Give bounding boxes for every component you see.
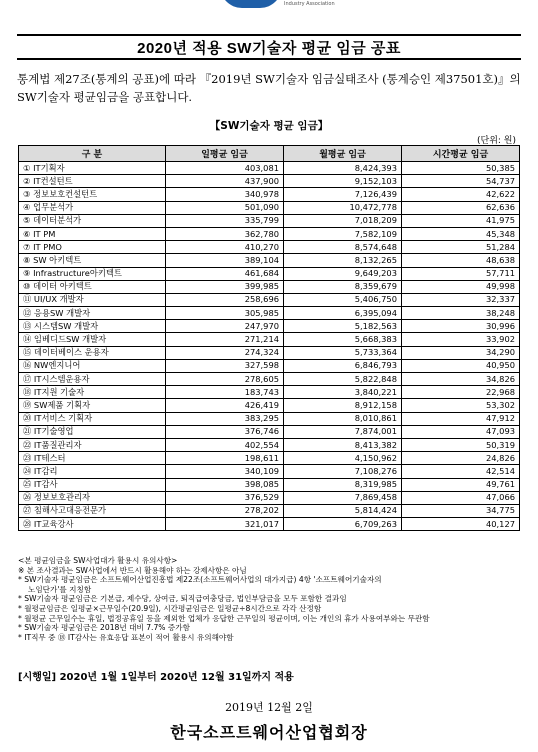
daily-wage-cell: 398,085 [166,478,284,491]
daily-wage-cell: 274,324 [166,346,284,359]
daily-wage-cell: 437,900 [166,175,284,188]
association-logo [220,0,282,8]
hourly-wage-cell: 45,348 [402,227,520,240]
table-row [19,254,520,267]
daily-wage-cell: 327,598 [166,359,284,372]
job-title-cell: ⑳ IT서비스 기획자 [19,412,166,425]
hourly-wage-cell: 49,761 [402,478,520,491]
daily-wage-cell: 340,978 [166,188,284,201]
table-row [19,241,520,254]
daily-wage-cell: 321,017 [166,518,284,531]
daily-wage-cell: 403,081 [166,162,284,175]
monthly-wage-cell: 5,182,563 [284,320,402,333]
monthly-wage-cell: 5,822,848 [284,373,402,386]
daily-wage-cell: 399,985 [166,280,284,293]
hourly-wage-cell: 40,950 [402,359,520,372]
table-row [19,333,520,346]
table-row [19,227,520,240]
daily-wage-cell: 426,419 [166,399,284,412]
daily-wage-cell: 247,970 [166,320,284,333]
table-caption: 【SW기술자 평균 임금】 [209,120,329,132]
hourly-wage-cell: 51,284 [402,241,520,254]
job-title-cell: ⑦ IT PMO [19,241,166,254]
monthly-wage-cell: 5,668,383 [284,333,402,346]
header-daily: 일평균 임금 [166,146,284,162]
monthly-wage-cell: 9,152,103 [284,175,402,188]
hourly-wage-cell: 47,066 [402,491,520,504]
job-title-cell: ① IT기획자 [19,162,166,175]
note-item: * SW기술자 평균임금은 소프트웨어산업진흥법 제22조(소프트웨어사업의 대가지급) 4항 '소프트웨어기술자의 [18,575,382,585]
job-title-cell: ⑧ SW 아키텍트 [19,254,166,267]
table-row [19,465,520,478]
hourly-wage-cell: 30,996 [402,320,520,333]
table-row [19,214,520,227]
hourly-wage-cell: 33,902 [402,333,520,346]
table-row [19,373,520,386]
daily-wage-cell: 383,295 [166,412,284,425]
table-row [19,399,520,412]
note-item: * IT직무 중 ⑱ IT감사는 유효응답 표본이 적어 활용시 유의해야함 [18,632,234,642]
table-row [19,412,520,425]
daily-wage-cell: 340,109 [166,465,284,478]
job-title-cell: ⑱ IT지원 기술자 [19,386,166,399]
job-title-cell: ④ 업무분석가 [19,201,166,214]
table-row [19,307,520,320]
publish-date: 2019년 12월 2일 [225,701,313,714]
monthly-wage-cell: 10,472,778 [284,201,402,214]
hourly-wage-cell: 49,998 [402,280,520,293]
job-title-cell: ㉕ IT감사 [19,478,166,491]
table-row [19,320,520,333]
monthly-wage-cell: 5,733,364 [284,346,402,359]
monthly-wage-cell: 8,912,158 [284,399,402,412]
table-row [19,452,520,465]
job-title-cell: ⑭ 임베디드SW 개발자 [19,333,166,346]
table-row [19,280,520,293]
job-title-cell: ⑮ 데이터베이스 운용자 [19,346,166,359]
monthly-wage-cell: 8,359,679 [284,280,402,293]
table-row [19,491,520,504]
hourly-wage-cell: 47,912 [402,412,520,425]
table-row [19,359,520,372]
job-title-cell: ㉘ IT교육강사 [19,518,166,531]
hourly-wage-cell: 54,737 [402,175,520,188]
hourly-wage-cell: 40,127 [402,518,520,531]
table-row [19,188,520,201]
job-title-cell: ⑤ 데이터분석가 [19,214,166,227]
hourly-wage-cell: 32,337 [402,293,520,306]
effective-period: [시행일] 2020년 1월 1일부터 2020년 12월 31일까지 적용 [18,672,294,683]
hourly-wage-cell: 47,093 [402,425,520,438]
daily-wage-cell: 410,270 [166,241,284,254]
monthly-wage-cell: 7,018,209 [284,214,402,227]
hourly-wage-cell: 34,290 [402,346,520,359]
hourly-wage-cell: 42,622 [402,188,520,201]
job-title-cell: ⑬ 시스템SW 개발자 [19,320,166,333]
wage-table [18,145,520,531]
table-row [19,175,520,188]
monthly-wage-cell: 8,010,861 [284,412,402,425]
daily-wage-cell: 335,799 [166,214,284,227]
hourly-wage-cell: 48,638 [402,254,520,267]
monthly-wage-cell: 6,846,793 [284,359,402,372]
monthly-wage-cell: 5,406,750 [284,293,402,306]
monthly-wage-cell: 7,874,001 [284,425,402,438]
job-title-cell: ⑲ SW제품 기획자 [19,399,166,412]
daily-wage-cell: 183,743 [166,386,284,399]
table-row [19,425,520,438]
daily-wage-cell: 389,104 [166,254,284,267]
monthly-wage-cell: 9,649,203 [284,267,402,280]
table-header-row [19,146,520,162]
hourly-wage-cell: 42,514 [402,465,520,478]
daily-wage-cell: 198,611 [166,452,284,465]
job-title-cell: ③ 정보보호컨설턴트 [19,188,166,201]
unit-label: (단위: 원) [477,136,516,146]
monthly-wage-cell: 3,840,221 [284,386,402,399]
table-row [19,438,520,451]
job-title-cell: ② IT컨설턴트 [19,175,166,188]
daily-wage-cell: 376,746 [166,425,284,438]
monthly-wage-cell: 6,395,094 [284,307,402,320]
table-row [19,518,520,531]
daily-wage-cell: 501,090 [166,201,284,214]
monthly-wage-cell: 7,126,439 [284,188,402,201]
job-title-cell: ⑪ UI/UX 개발자 [19,293,166,306]
job-title-cell: ㉗ 침해사고대응전문가 [19,504,166,517]
monthly-wage-cell: 4,150,962 [284,452,402,465]
job-title-cell: ⑯ NW엔지니어 [19,359,166,372]
hourly-wage-cell: 57,711 [402,267,520,280]
note-item: 노임단가'를 지칭함 [28,584,92,594]
hourly-wage-cell: 24,826 [402,452,520,465]
job-title-cell: ㉓ IT테스터 [19,452,166,465]
job-title-cell: ⑥ IT PM [19,227,166,240]
header-monthly: 월평균 임금 [284,146,402,162]
hourly-wage-cell: 50,385 [402,162,520,175]
daily-wage-cell: 278,202 [166,504,284,517]
note-item: * SW기술자 평균임금은 2018년 대비 7.7% 증가함 [18,623,190,633]
job-title-cell: ⑩ 데이터 아키텍트 [19,280,166,293]
daily-wage-cell: 271,214 [166,333,284,346]
monthly-wage-cell: 8,413,382 [284,438,402,451]
table-row [19,478,520,491]
monthly-wage-cell: 6,709,263 [284,518,402,531]
table-row [19,293,520,306]
table-row [19,201,520,214]
hourly-wage-cell: 34,826 [402,373,520,386]
logo-caption: Industry Association [284,1,335,7]
job-title-cell: ㉒ IT품질관리자 [19,438,166,451]
note-item: ※ 본 조사결과는 SW사업에서 반드시 활용해야 하는 강제사항은 아님 [18,565,247,575]
monthly-wage-cell: 7,869,458 [284,491,402,504]
daily-wage-cell: 258,696 [166,293,284,306]
monthly-wage-cell: 8,424,393 [284,162,402,175]
table-row [19,267,520,280]
hourly-wage-cell: 38,248 [402,307,520,320]
daily-wage-cell: 362,780 [166,227,284,240]
monthly-wage-cell: 8,574,648 [284,241,402,254]
hourly-wage-cell: 62,636 [402,201,520,214]
monthly-wage-cell: 7,582,109 [284,227,402,240]
hourly-wage-cell: 41,975 [402,214,520,227]
daily-wage-cell: 461,684 [166,267,284,280]
header-hourly: 시간평균 임금 [402,146,520,162]
table-row [19,162,520,175]
hourly-wage-cell: 34,775 [402,504,520,517]
header-category: 구 분 [19,146,166,162]
job-title-cell: ⑨ Infrastructure아키텍트 [19,267,166,280]
intro-paragraph: 통계법 제27조(통계의 공표)에 따라 『2019년 SW기술자 임금실태조사 (통계승인 제37501호)』의 SW기술자 평균임금을 공표합니다. [17,72,521,104]
job-title-cell: ㉔ IT감리 [19,465,166,478]
organization-name: 한국소프트웨어산업협회장 [170,723,368,742]
table-row [19,386,520,399]
table-row [19,504,520,517]
daily-wage-cell: 305,985 [166,307,284,320]
monthly-wage-cell: 5,814,424 [284,504,402,517]
job-title-cell: ⑰ IT시스템운용자 [19,373,166,386]
job-title-cell: ㉖ 정보보호관리자 [19,491,166,504]
daily-wage-cell: 402,554 [166,438,284,451]
monthly-wage-cell: 8,319,985 [284,478,402,491]
hourly-wage-cell: 50,319 [402,438,520,451]
notes-section [18,556,528,642]
monthly-wage-cell: 8,132,265 [284,254,402,267]
note-item: * SW기술자 평균임금은 기본급, 제수당, 상여금, 퇴직급여충당금, 법인부담금을 모두 포함한 결과임 [18,594,347,604]
daily-wage-cell: 278,605 [166,373,284,386]
document-title: 2020년 적용 SW기술자 평균 임금 공표 [17,34,521,60]
job-title-cell: ㉑ IT기술영업 [19,425,166,438]
hourly-wage-cell: 53,302 [402,399,520,412]
note-item: * 월평균 근무일수는 휴일, 법정공휴일 등을 제외한 업체가 응답한 근무일의 평균이며, 이는 개인의 휴가 사용여부와는 무관함 [18,613,430,623]
notes-heading: <본 평균임금을 SW사업대가 활용시 유의사항> [18,556,178,565]
monthly-wage-cell: 7,108,276 [284,465,402,478]
note-item: * 월평균임금은 일평균×근무일수(20.9일), 시간평균임금은 일평균÷8시간으로 각각 산정함 [18,603,322,613]
hourly-wage-cell: 22,968 [402,386,520,399]
daily-wage-cell: 376,529 [166,491,284,504]
table-row [19,346,520,359]
job-title-cell: ⑫ 응용SW 개발자 [19,307,166,320]
